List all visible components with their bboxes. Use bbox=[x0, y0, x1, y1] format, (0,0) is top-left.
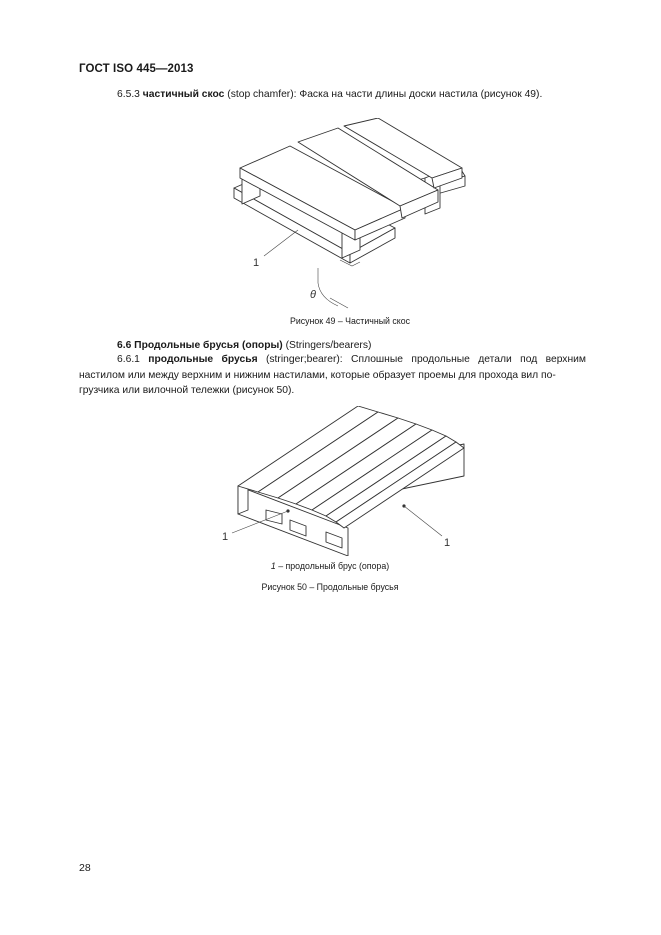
angle-arc bbox=[318, 283, 338, 306]
clause-6-6-1 bbox=[79, 352, 586, 399]
figure-50-pallet-drawing bbox=[218, 406, 468, 556]
figure-49-pallet-drawing bbox=[220, 118, 480, 310]
leader-right bbox=[404, 506, 442, 536]
legend-text: – продольный брус (опора) bbox=[275, 561, 390, 571]
figure-50-caption: Рисунок 50 – Продольные брусья bbox=[261, 582, 399, 592]
page-number: 28 bbox=[79, 862, 91, 874]
callout-leader bbox=[264, 230, 298, 256]
figure50-callout-left: 1 bbox=[222, 531, 229, 543]
figure50-callout-right: 1 bbox=[444, 537, 451, 549]
theta-label: θ bbox=[310, 289, 316, 301]
clause-text-cont: грузчика или вилочной тележки (рисунок 50). bbox=[79, 385, 295, 396]
clause-text: (stringer;bearer): Сплошные продольные детали под верхним настилом или между верхним и нижним настилами, которые образует проемы для прохода вил по- bbox=[79, 354, 586, 381]
figure-50-legend bbox=[230, 561, 430, 571]
figure-49-caption: Рисунок 49 – Частичный скос bbox=[289, 316, 411, 326]
section-heading-en: (Stringers/bearers) bbox=[285, 340, 372, 351]
document-header: ГОСТ ISO 445—2013 bbox=[79, 63, 194, 75]
clause-number: 6.6.1 bbox=[117, 354, 140, 365]
section-heading: 6.6 Продольные брусья (опоры) bbox=[117, 340, 283, 351]
clause-definition: (stop chamfer): Фаска на части длины доски настила (рисунок 49). bbox=[227, 89, 543, 100]
legend-number: 1 bbox=[270, 561, 276, 571]
clause-number: 6.5.3 bbox=[117, 89, 140, 100]
clause-term: частичный скос bbox=[142, 89, 225, 100]
clause-term: продольные брусья bbox=[148, 354, 258, 365]
figure49-callout: 1 bbox=[253, 257, 260, 269]
clause-6-5-3 bbox=[79, 87, 599, 103]
section-6-6-heading bbox=[117, 340, 371, 351]
